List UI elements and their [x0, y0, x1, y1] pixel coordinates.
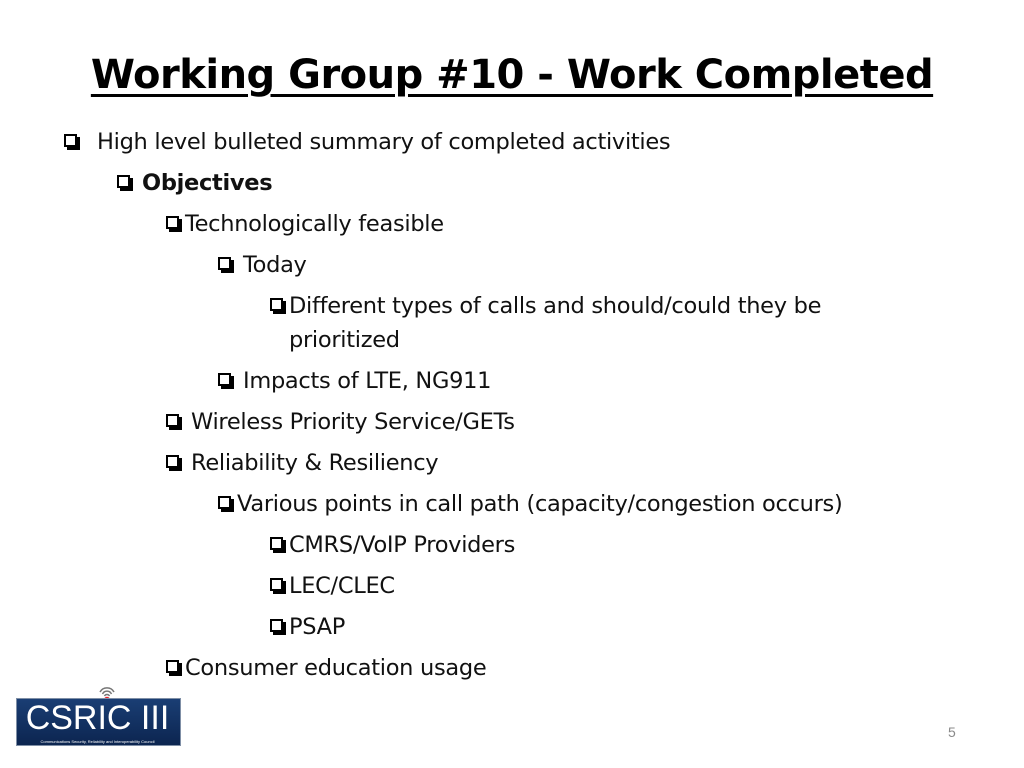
checkbox-bullet-icon: [270, 578, 283, 591]
checkbox-bullet-icon: [166, 414, 179, 427]
bullet-item-lec: [270, 569, 395, 603]
bullet-text-continuation: prioritized: [289, 327, 400, 353]
bullet-item-impacts-lte: [218, 364, 491, 398]
bullet-item-objectives: [117, 166, 272, 200]
checkbox-bullet-icon: [270, 537, 283, 550]
bullet-item-reliability: [166, 446, 438, 480]
bullet-text: High level bulleted summary of completed activities: [97, 129, 671, 155]
checkbox-bullet-icon: [166, 660, 179, 673]
checkbox-bullet-icon: [270, 298, 283, 311]
bullet-text: Today: [243, 252, 307, 278]
bullet-item-cmrs: [270, 528, 515, 562]
bullet-item-today: [218, 248, 307, 282]
slide-title-text: Working Group #10 - Work Completed: [90, 52, 934, 98]
bullet-text: Wireless Priority Service/GETs: [191, 409, 515, 435]
bullet-item-consumer-education: [166, 651, 486, 685]
checkbox-bullet-icon: [218, 496, 231, 509]
bullet-text-block: [289, 289, 821, 357]
bullet-text: Reliability & Resiliency: [191, 450, 439, 476]
bullet-text: LEC/CLEC: [289, 573, 395, 599]
checkbox-bullet-icon: [270, 619, 283, 632]
bullet-item-call-types: [270, 289, 870, 357]
checkbox-bullet-icon: [218, 373, 231, 386]
bullet-text: Objectives: [142, 170, 273, 196]
logo-subtitle: Communications Security, Reliability and Interoperability Council: [40, 739, 155, 744]
bullet-text: Impacts of LTE, NG911: [243, 368, 492, 394]
bullet-text: Consumer education usage: [185, 655, 487, 681]
bullet-text: Technologically feasible: [185, 211, 444, 237]
bullet-item-technologically-feasible: [166, 207, 444, 241]
bullet-item-call-path: [218, 487, 842, 521]
checkbox-bullet-icon: [166, 216, 179, 229]
bullet-item-summary: [64, 125, 670, 159]
page-number: 5: [948, 724, 956, 740]
bullet-text: Various points in call path (capacity/congestion occurs): [237, 491, 843, 517]
checkbox-bullet-icon: [64, 134, 77, 147]
bullet-text: CMRS/VoIP Providers: [289, 532, 516, 558]
checkbox-bullet-icon: [218, 257, 231, 270]
bullet-text: PSAP: [289, 614, 346, 640]
checkbox-bullet-icon: [117, 175, 130, 188]
checkbox-bullet-icon: [166, 455, 179, 468]
csric-logo: [16, 682, 182, 752]
slide-title: [0, 52, 1024, 98]
logo-text: CSRIC III: [25, 699, 170, 737]
bullet-item-psap: [270, 610, 345, 644]
bullet-text: Different types of calls and should/could they be: [289, 293, 822, 319]
bullet-item-wireless-priority: [166, 405, 515, 439]
